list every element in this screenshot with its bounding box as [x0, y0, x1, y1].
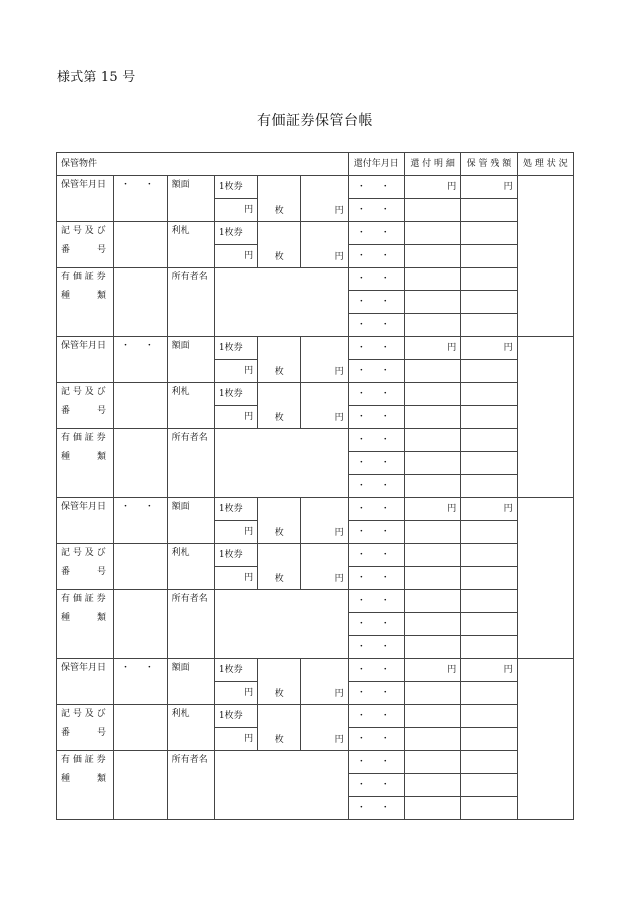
face-yen-unit: 円 [214, 682, 257, 705]
securities-type-value[interactable] [114, 429, 167, 498]
return-detail-cell[interactable]: 円 [404, 498, 460, 521]
balance-cell[interactable] [461, 245, 517, 268]
sheets-unit: 枚 [274, 367, 284, 377]
balance-cell[interactable] [461, 567, 517, 590]
return-detail-cell[interactable] [404, 751, 460, 774]
amount-yen-unit: 円 [334, 252, 344, 262]
amount-yen-unit: 円 [334, 735, 344, 745]
ledger-row [57, 590, 574, 613]
return-detail-cell[interactable] [404, 291, 460, 314]
coupon-label: 利札 [167, 383, 214, 429]
securities-type-value[interactable] [114, 751, 167, 820]
amount-yen-unit: 円 [334, 574, 344, 584]
balance-cell[interactable] [461, 728, 517, 751]
balance-cell[interactable] [461, 544, 517, 567]
balance-cell[interactable] [461, 613, 517, 636]
return-date-cell[interactable]: ・ ・ [348, 797, 404, 820]
return-date-cell[interactable]: ・ ・ [348, 590, 404, 613]
storage-date-label: 保管年月日 [57, 176, 114, 222]
ledger-row [57, 176, 574, 199]
return-date-cell[interactable]: ・ ・ [348, 360, 404, 383]
return-date-cell[interactable]: ・ ・ [348, 222, 404, 245]
balance-cell[interactable] [461, 636, 517, 659]
balance-cell[interactable]: 円 [461, 498, 517, 521]
coupon-label: 利札 [167, 705, 214, 751]
balance-cell[interactable] [461, 360, 517, 383]
securities-type-label [57, 751, 114, 820]
securities-type-label-line1: 有 価 証 券 [61, 594, 106, 604]
symbol-number-label-line2: 番 号 [61, 728, 107, 738]
return-date-cell[interactable]: ・ ・ [348, 452, 404, 475]
face-amount-cell[interactable] [301, 498, 348, 544]
return-date-cell[interactable]: ・ ・ [348, 521, 404, 544]
face-sheets-cell[interactable] [258, 659, 301, 705]
ledger-row [57, 222, 574, 245]
return-detail-cell[interactable] [404, 774, 460, 797]
symbol-number-label [57, 383, 114, 429]
balance-cell[interactable] [461, 682, 517, 705]
return-detail-cell[interactable] [404, 613, 460, 636]
securities-type-label-line1: 有 価 証 券 [61, 272, 106, 282]
coupon-yen-unit: 円 [214, 567, 257, 590]
return-detail-cell[interactable] [404, 544, 460, 567]
balance-cell[interactable] [461, 268, 517, 291]
coupon-label: 利札 [167, 544, 214, 590]
coupon-label: 利札 [167, 222, 214, 268]
return-detail-cell[interactable]: 円 [404, 337, 460, 360]
owner-value[interactable] [214, 590, 348, 659]
face-value-label: 額面 [167, 498, 214, 544]
sheets-unit: 枚 [274, 413, 284, 423]
return-detail-cell[interactable] [404, 475, 460, 498]
owner-value[interactable] [214, 429, 348, 498]
face-sheets-cell[interactable] [258, 337, 301, 383]
face-value-label: 額面 [167, 176, 214, 222]
ledger-row [57, 751, 574, 774]
owner-label: 所有者名 [167, 590, 214, 659]
balance-cell[interactable] [461, 452, 517, 475]
balance-cell[interactable] [461, 383, 517, 406]
ledger-row [57, 268, 574, 291]
ledger-row [57, 429, 574, 452]
form-number: 様式第 15 号 [57, 70, 136, 85]
return-date-cell[interactable]: ・ ・ [348, 774, 404, 797]
coupon-sheets-cell[interactable] [258, 705, 301, 751]
coupon-yen-unit: 円 [214, 406, 257, 429]
sheets-unit: 枚 [274, 252, 284, 262]
symbol-number-label-line2: 番 号 [61, 406, 107, 416]
coupon-sheets-cell[interactable] [258, 544, 301, 590]
status-cell[interactable] [517, 176, 573, 337]
storage-date-value[interactable]: ・ ・ [114, 337, 167, 383]
face-per-sheet-label: 1枚券 [214, 498, 257, 521]
balance-cell[interactable] [461, 314, 517, 337]
return-date-cell[interactable]: ・ ・ [348, 682, 404, 705]
face-amount-cell[interactable] [301, 176, 348, 222]
amount-yen-unit: 円 [334, 206, 344, 216]
header-return-detail: 還 付 明 細 [404, 153, 460, 176]
return-date-cell[interactable]: ・ ・ [348, 383, 404, 406]
face-value-label: 額面 [167, 659, 214, 705]
symbol-number-value[interactable] [114, 383, 167, 429]
symbol-number-value[interactable] [114, 705, 167, 751]
return-detail-cell[interactable] [404, 705, 460, 728]
face-yen-unit: 円 [214, 521, 257, 544]
return-detail-cell[interactable] [404, 406, 460, 429]
symbol-number-label [57, 705, 114, 751]
return-date-cell[interactable]: ・ ・ [348, 475, 404, 498]
symbol-number-label-line2: 番 号 [61, 567, 107, 577]
return-detail-cell[interactable] [404, 636, 460, 659]
header-return-date: 還付年月日 [348, 153, 404, 176]
securities-type-label [57, 590, 114, 659]
sheets-unit: 枚 [274, 689, 284, 699]
face-amount-cell[interactable] [301, 337, 348, 383]
return-detail-cell[interactable] [404, 383, 460, 406]
balance-cell[interactable]: 円 [461, 659, 517, 682]
ledger-row [57, 544, 574, 567]
face-value-label: 額面 [167, 337, 214, 383]
securities-type-label-line1: 有 価 証 券 [61, 755, 106, 765]
coupon-per-sheet-label: 1枚券 [214, 222, 257, 245]
symbol-number-value[interactable] [114, 544, 167, 590]
return-date-cell[interactable]: ・ ・ [348, 728, 404, 751]
face-sheets-cell[interactable] [258, 498, 301, 544]
ledger-row [57, 498, 574, 521]
owner-label: 所有者名 [167, 429, 214, 498]
coupon-amount-cell[interactable] [301, 544, 348, 590]
sheets-unit: 枚 [274, 574, 284, 584]
symbol-number-label [57, 222, 114, 268]
coupon-per-sheet-label: 1枚券 [214, 544, 257, 567]
face-per-sheet-label: 1枚券 [214, 176, 257, 199]
symbol-number-label-line1: 記 号 及 び [61, 226, 106, 236]
amount-yen-unit: 円 [334, 367, 344, 377]
return-detail-cell[interactable] [404, 429, 460, 452]
balance-cell[interactable] [461, 475, 517, 498]
coupon-amount-cell[interactable] [301, 222, 348, 268]
return-date-cell[interactable]: ・ ・ [348, 751, 404, 774]
ledger-row [57, 659, 574, 682]
status-cell[interactable] [517, 337, 573, 498]
balance-cell[interactable] [461, 797, 517, 820]
return-detail-cell[interactable] [404, 222, 460, 245]
balance-cell[interactable] [461, 521, 517, 544]
symbol-number-label-line2: 番 号 [61, 245, 107, 255]
face-per-sheet-label: 1枚券 [214, 337, 257, 360]
storage-date-value[interactable]: ・ ・ [114, 659, 167, 705]
coupon-yen-unit: 円 [214, 728, 257, 751]
return-date-cell[interactable]: ・ ・ [348, 406, 404, 429]
return-detail-cell[interactable] [404, 567, 460, 590]
header-status: 処 理 状 況 [517, 153, 573, 176]
symbol-number-label-line1: 記 号 及 び [61, 709, 106, 719]
coupon-per-sheet-label: 1枚券 [214, 705, 257, 728]
coupon-yen-unit: 円 [214, 245, 257, 268]
status-cell[interactable] [517, 659, 573, 820]
balance-cell[interactable] [461, 705, 517, 728]
return-date-cell[interactable]: ・ ・ [348, 613, 404, 636]
face-yen-unit: 円 [214, 199, 257, 222]
balance-cell[interactable] [461, 406, 517, 429]
face-yen-unit: 円 [214, 360, 257, 383]
symbol-number-label-line1: 記 号 及 び [61, 387, 106, 397]
document-title: 有価証券保管台帳 [257, 113, 373, 129]
storage-date-label: 保管年月日 [57, 498, 114, 544]
symbol-number-label-line1: 記 号 及 び [61, 548, 106, 558]
amount-yen-unit: 円 [334, 528, 344, 538]
sheets-unit: 枚 [274, 735, 284, 745]
amount-yen-unit: 円 [334, 689, 344, 699]
symbol-number-label [57, 544, 114, 590]
return-date-cell[interactable]: ・ ・ [348, 176, 404, 199]
return-detail-cell[interactable]: 円 [404, 176, 460, 199]
return-date-cell[interactable]: ・ ・ [348, 245, 404, 268]
sheets-unit: 枚 [274, 206, 284, 216]
return-date-cell[interactable]: ・ ・ [348, 705, 404, 728]
securities-type-label-line2: 種 類 [61, 774, 107, 784]
coupon-per-sheet-label: 1枚券 [214, 383, 257, 406]
owner-value[interactable] [214, 751, 348, 820]
securities-type-label [57, 429, 114, 498]
balance-cell[interactable] [461, 199, 517, 222]
ledger-row [57, 337, 574, 360]
coupon-sheets-cell[interactable] [258, 222, 301, 268]
return-detail-cell[interactable] [404, 452, 460, 475]
return-date-cell[interactable]: ・ ・ [348, 636, 404, 659]
header-balance: 保 管 残 額 [461, 153, 517, 176]
ledger-row [57, 705, 574, 728]
storage-date-label: 保管年月日 [57, 337, 114, 383]
status-cell[interactable] [517, 498, 573, 659]
header-item: 保管物件 [57, 153, 349, 176]
return-date-cell[interactable]: ・ ・ [348, 314, 404, 337]
return-detail-cell[interactable] [404, 590, 460, 613]
balance-cell[interactable]: 円 [461, 337, 517, 360]
balance-cell[interactable] [461, 751, 517, 774]
return-date-cell[interactable]: ・ ・ [348, 337, 404, 360]
return-date-cell[interactable]: ・ ・ [348, 498, 404, 521]
symbol-number-value[interactable] [114, 222, 167, 268]
balance-cell[interactable] [461, 291, 517, 314]
coupon-amount-cell[interactable] [301, 705, 348, 751]
return-detail-cell[interactable] [404, 521, 460, 544]
return-detail-cell[interactable] [404, 682, 460, 705]
return-detail-cell[interactable] [404, 245, 460, 268]
balance-cell[interactable]: 円 [461, 176, 517, 199]
return-date-cell[interactable]: ・ ・ [348, 659, 404, 682]
owner-value[interactable] [214, 268, 348, 337]
return-date-cell[interactable]: ・ ・ [348, 567, 404, 590]
return-date-cell[interactable]: ・ ・ [348, 291, 404, 314]
ledger-row [57, 383, 574, 406]
return-date-cell[interactable]: ・ ・ [348, 199, 404, 222]
coupon-sheets-cell[interactable] [258, 383, 301, 429]
header-row [57, 153, 574, 176]
sheets-unit: 枚 [274, 528, 284, 538]
securities-type-value[interactable] [114, 268, 167, 337]
securities-type-label-line2: 種 類 [61, 613, 107, 623]
amount-yen-unit: 円 [334, 413, 344, 423]
coupon-amount-cell[interactable] [301, 383, 348, 429]
balance-cell[interactable] [461, 774, 517, 797]
face-per-sheet-label: 1枚券 [214, 659, 257, 682]
face-amount-cell[interactable] [301, 659, 348, 705]
return-detail-cell[interactable] [404, 360, 460, 383]
return-detail-cell[interactable] [404, 199, 460, 222]
return-detail-cell[interactable] [404, 797, 460, 820]
return-date-cell[interactable]: ・ ・ [348, 268, 404, 291]
balance-cell[interactable] [461, 590, 517, 613]
securities-type-label-line2: 種 類 [61, 452, 107, 462]
storage-date-value[interactable]: ・ ・ [114, 498, 167, 544]
securities-type-label [57, 268, 114, 337]
owner-label: 所有者名 [167, 751, 214, 820]
securities-type-label-line2: 種 類 [61, 291, 107, 301]
securities-type-label-line1: 有 価 証 券 [61, 433, 106, 443]
return-date-cell[interactable]: ・ ・ [348, 429, 404, 452]
balance-cell[interactable] [461, 222, 517, 245]
face-sheets-cell[interactable] [258, 176, 301, 222]
return-detail-cell[interactable] [404, 314, 460, 337]
securities-type-value[interactable] [114, 590, 167, 659]
balance-cell[interactable] [461, 429, 517, 452]
return-detail-cell[interactable] [404, 728, 460, 751]
return-date-cell[interactable]: ・ ・ [348, 544, 404, 567]
storage-date-label: 保管年月日 [57, 659, 114, 705]
securities-ledger-table [56, 152, 574, 820]
return-detail-cell[interactable] [404, 268, 460, 291]
owner-label: 所有者名 [167, 268, 214, 337]
storage-date-value[interactable]: ・ ・ [114, 176, 167, 222]
return-detail-cell[interactable]: 円 [404, 659, 460, 682]
